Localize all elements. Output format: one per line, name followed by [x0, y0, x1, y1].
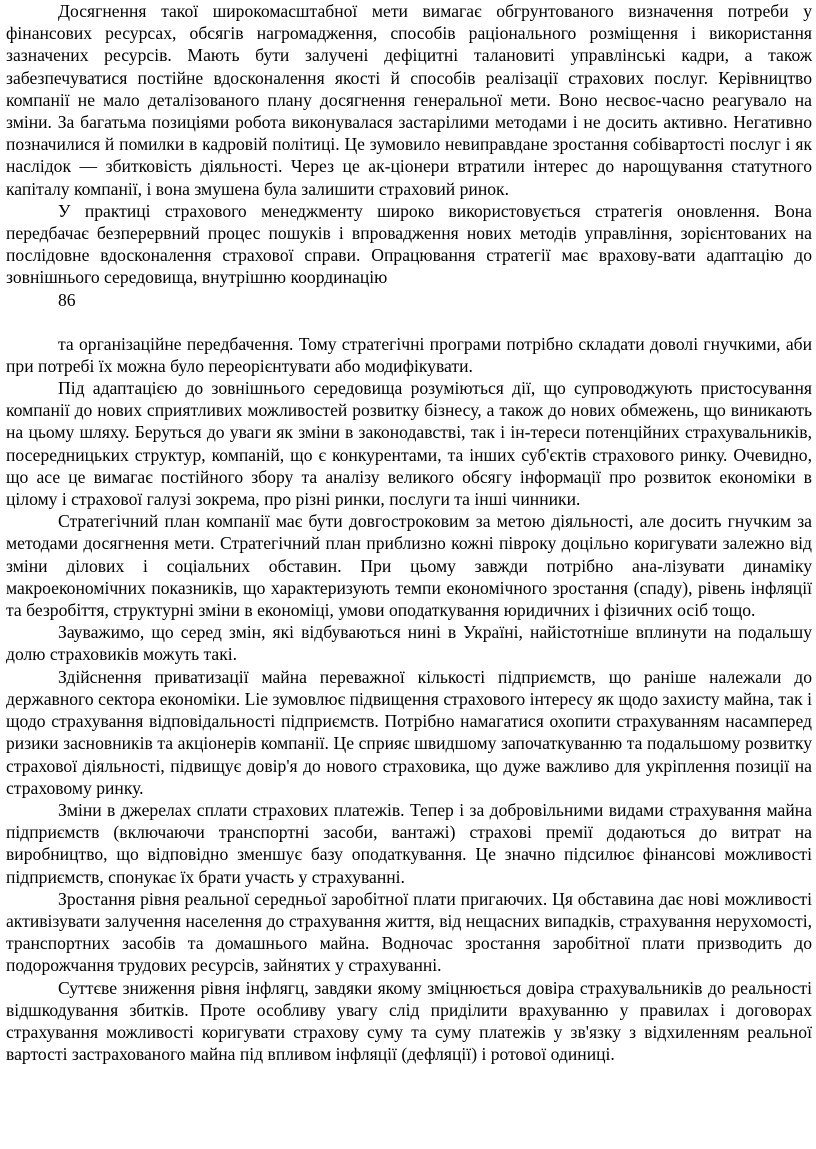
- page-number: 86: [58, 289, 76, 310]
- paragraph-1: Досягнення такої широкомасштабної мети вимагає обгрунтованого визначення потреби у фінансових ресурсах, обсягів нагромадження, способів раціонального розміщення і використання зазначених ресурсів. Мають бути залучені дефіцитні талановиті управлінські кадри, а також забезпечуватися постійне вдосконалення якості й способів реалізації страхових послуг. Керівництво компанії не мало деталізованого плану досягнення генеральної мети. Воно несвоє-часно реагувало на зміни. За багатьма позиціями робота виконувалася застарілими методами і не досить активно. Негативно позначилися й помилки в кадровій політиці. Це зумовило невиправдане зростання собівартості послуг і як наслідок — збитковість діяльності. Через це ак-ціонери втратили інтерес до нарощування статутного капіталу компанії, і вона змушена була залишити страховий ринок.: [6, 1, 812, 199]
- paragraph-8: Зміни в джерелах сплати страхових платежів. Тепер і за добровільними видами страхування майна підприємств (включаючи транспортні засоби, вантажі) страхові премії додаються до витрат на виробництво, що відповідно зменшує базу оподаткування. Це значно підсилює фінансові можливості підприємств, спонукає їх брати участь у страхуванні.: [6, 799, 812, 887]
- paragraph-2: У практиці страхового менеджменту широко використовується стратегія оновлення. Вона передбачає безперервний процес пошуків і впровадження нових методів управління, зорієнтованих на послідовне вдосконалення страхової справи. Опрацювання стратегії має врахову-вати адаптацію до зовнішнього середовища, внутрішню координацію: [6, 200, 812, 288]
- paragraph-3: та організаційне передбачення. Тому стратегічні програми потрібно складати доволі гнучкими, аби при потребі їх можна було переорієнтувати або модифікувати.: [6, 333, 812, 376]
- paragraph-9: Зростання рівня реальної середньої заробітної плати пригаючих. Ця обставина дає нові можливості активізувати залучення населення до страхування життя, від нещасних випадків, страхування нерухомості, транспортних засобів та домашнього майна. Водночас зростання заробітної плати призводить до подорожчання трудових ресурсів, зайнятих у страхуванні.: [6, 888, 812, 976]
- paragraph-10: Суттєве зниження рівня інфлягц, завдяки якому зміцнюється довіра страхувальників до реальності відшкодування збитків. Проте особливу увагу слід приділити врахуванню у правилах і договорах страхування можливості коригувати страхову суму та суму платежів у зв'язку з відхиленням реальної вартості застрахованого майна під впливом інфляції (дефляції) і ротової одиниці.: [6, 977, 812, 1065]
- paragraph-5: Стратегічний план компанії має бути довгостроковим за метою діяльності, але досить гнучким за методами досягнення мети. Стратегічний план приблизно кожні півроку доцільно коригувати залежно від зміни ділових і соціальних обставин. При цьому завжди потрібно ана-лізувати динаміку макроекономічних показників, що характеризують темпи економічного зростання (спаду), рівень інфляції та безробіття, структурні зміни в економіці, умови оподаткування юридичних і фізичних осіб тощо.: [6, 511, 812, 621]
- page-break: [6, 311, 812, 333]
- paragraph-6: Зауважимо, що серед змін, які відбуваються нині в Україні, найістотніше вплинути на подальшу долю страховиків можуть такі.: [6, 622, 812, 665]
- paragraph-4: Під адаптацією до зовнішнього середовища розуміються дії, що супроводжують пристосування компанії до нових сприятливих можливостей розвитку бізнесу, а також до нових обмежень, що виникають на цьому шляху. Беруться до уваги як зміни в законодавстві, так і ін-тереси потенційних страхувальників, посередницьких структур, компаній, що є конкурентами, та інших суб'єктів страхового ринку. Очевидно, що асе це вимагає постійного збору та аналізу великого обсягу інформації про розвиток економіки в цілому і страхової галузі зокрема, про різні ринки, послуги та інші чинники.: [6, 378, 812, 510]
- paragraph-7: Здійснення приватизації майна переважної кількості підприємств, що раніше належали до державного сектора економіки. Lie зумовлює підвищення страхового інтересу як щодо захисту майна, так і щодо страхування відповідальності підприємств. Потрібно намагатися охопити страхуванням насамперед ризики засновників та акціонерів компанії. Це сприяє швидшому започаткуванню та подальшому розвитку страхової діяльності, підвищує довір'я до нового страховика, що дуже важливо для укріплення позиції на страховому ринку.: [6, 666, 812, 798]
